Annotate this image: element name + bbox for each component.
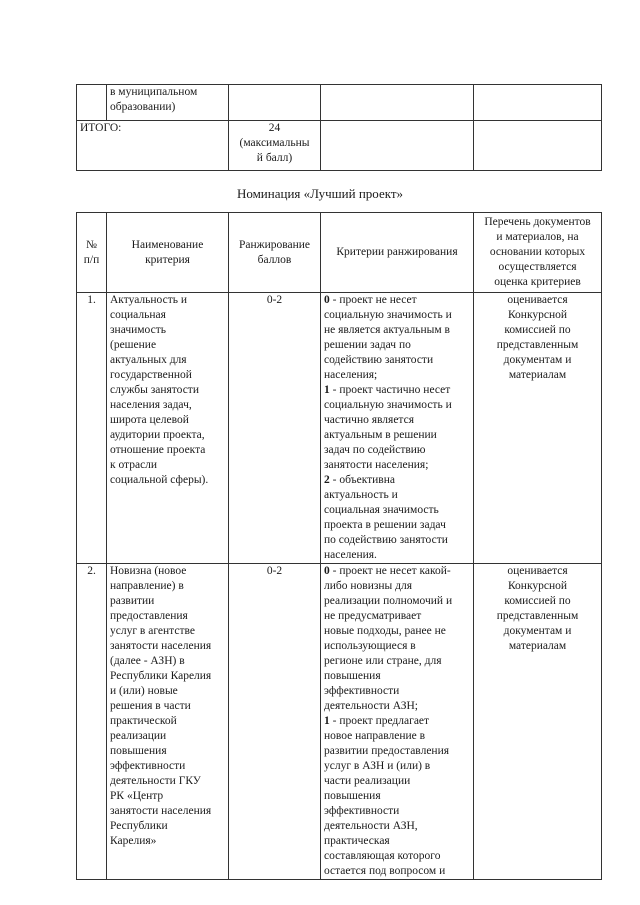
- criteria-line: [324, 594, 470, 609]
- criterion-name: [107, 564, 229, 880]
- table-cell: [321, 121, 474, 171]
- criteria-line: [324, 428, 470, 443]
- criteria-text: актуальным в решении: [324, 429, 437, 441]
- criteria-line: [324, 624, 470, 639]
- criteria-text: либо новизны для: [324, 580, 413, 592]
- criteria-line: [324, 458, 470, 473]
- evaluation-docs-line: материалам: [508, 369, 567, 381]
- header-line: основании которых: [489, 246, 586, 258]
- criteria-description: [321, 564, 474, 880]
- header-line: №: [86, 238, 97, 251]
- criteria-text: практическая: [324, 835, 390, 847]
- criteria-line: [324, 669, 470, 684]
- criteria-line: [324, 518, 470, 533]
- criteria-line: [324, 398, 470, 413]
- criteria-line: [324, 488, 470, 503]
- score-key: 0: [324, 565, 330, 577]
- criteria-text: не является актуальным в: [324, 324, 450, 336]
- criteria-line: [324, 789, 470, 804]
- total-value-cell: [229, 121, 321, 171]
- top-table: [76, 84, 602, 171]
- criterion-name-line: отношение проекта: [110, 444, 206, 456]
- criterion-name-line: актуальных для: [110, 354, 187, 366]
- criterion-name-line: повышения: [110, 745, 167, 757]
- criterion-name-line: предоставления: [110, 610, 188, 622]
- criteria-text: регионе или стране, для: [324, 655, 442, 667]
- criteria-text: повышения: [324, 670, 381, 682]
- total-value-line: й балл): [256, 152, 293, 164]
- criteria-line: [324, 323, 470, 338]
- score-key: 0: [324, 294, 330, 306]
- criteria-text: населения.: [324, 549, 377, 561]
- criteria-text: эффективности: [324, 805, 400, 817]
- row-number-text: 1.: [87, 294, 96, 306]
- criteria-text: социальная значимость: [324, 504, 439, 516]
- total-label: ИТОГО:: [80, 122, 122, 134]
- criteria-line: [324, 729, 470, 744]
- criteria-text: части реализации: [324, 775, 411, 787]
- criteria-line: [324, 338, 470, 353]
- criteria-line: [324, 819, 470, 834]
- evaluation-docs-line: представленным: [496, 339, 579, 351]
- header-line: баллов: [257, 253, 292, 266]
- criteria-text: развитии предоставления: [324, 745, 450, 757]
- criterion-name-line: занятости населения: [110, 805, 212, 817]
- table-row: [77, 85, 602, 121]
- criteria-text: деятельности АЗН,: [324, 820, 418, 832]
- evaluation-docs-line: оценивается: [507, 294, 568, 306]
- criteria-line: [324, 849, 470, 864]
- criteria-text: реализации полномочий и: [324, 595, 453, 607]
- table-row: [77, 564, 602, 880]
- criteria-line: [324, 548, 470, 563]
- header-score: [229, 213, 321, 293]
- criterion-name-line: (далее - АЗН) в: [110, 655, 185, 667]
- cell-line: в муниципальном: [110, 86, 198, 98]
- criteria-text: содействию занятости: [324, 354, 434, 366]
- criterion-name-line: практической: [110, 715, 177, 727]
- section-title: Номинация «Лучший проект»: [236, 186, 404, 201]
- criteria-text: задач по содействию: [324, 444, 426, 456]
- header-row: [77, 213, 602, 293]
- criteria-description: [321, 293, 474, 564]
- total-label-cell: [77, 121, 229, 171]
- criterion-name-line: услуг в агентстве: [110, 625, 195, 637]
- criterion-name-line: социальной сферы).: [110, 474, 209, 486]
- cell-line: образовании): [110, 101, 176, 113]
- criterion-name-line: занятости населения: [110, 640, 212, 652]
- row-number-text: 2.: [87, 565, 96, 577]
- criteria-line: [324, 834, 470, 849]
- criteria-text: по содействию занятости: [324, 534, 448, 546]
- criteria-line: [324, 744, 470, 759]
- criterion-name-line: Карелия»: [110, 835, 157, 847]
- criteria-line: [324, 579, 470, 594]
- table-cell: [321, 85, 474, 121]
- criteria-line: [324, 308, 470, 323]
- criteria-line: [324, 353, 470, 368]
- header-line: Перечень документов: [484, 216, 591, 228]
- evaluation-docs: [474, 293, 602, 564]
- score-range-text: 0-2: [266, 565, 283, 577]
- criterion-name-line: деятельности ГКУ: [110, 775, 201, 787]
- evaluation-docs-line: материалам: [508, 640, 567, 652]
- criterion-name-line: Актуальность и: [110, 294, 187, 306]
- criteria-text: составляющая которого: [324, 850, 441, 862]
- criteria-line: [324, 413, 470, 428]
- criterion-name-line: службы занятости: [110, 384, 199, 396]
- score-range-text: 0-2: [266, 294, 283, 306]
- evaluation-docs-line: Конкурсной: [507, 309, 568, 321]
- criteria-line: [324, 684, 470, 699]
- table-row: [77, 293, 602, 564]
- criteria-line: [324, 759, 470, 774]
- criteria-text: решении задач по: [324, 339, 411, 351]
- row-number: [77, 564, 107, 880]
- criteria-line: [324, 639, 470, 654]
- table-cell: [474, 85, 602, 121]
- criterion-name: [107, 293, 229, 564]
- criteria-text: социальную значимость и: [324, 399, 452, 411]
- criteria-line: [324, 774, 470, 789]
- criteria-text: социальную значимость и: [324, 309, 452, 321]
- table-cell: [107, 85, 229, 121]
- criterion-name-line: аудитории проекта,: [110, 429, 205, 441]
- criteria-text: - проект частично несет: [329, 384, 451, 396]
- evaluation-docs-line: Конкурсной: [507, 580, 568, 592]
- criteria-line: [324, 564, 470, 579]
- header-docs: [474, 213, 602, 293]
- header-criteria: [321, 213, 474, 293]
- criteria-line: [324, 443, 470, 458]
- score-key: 2: [324, 474, 330, 486]
- criterion-name-line: Новизна (новое: [110, 565, 187, 577]
- criteria-line: [324, 368, 470, 383]
- criteria-text: частично является: [324, 414, 414, 426]
- criteria-text: проекта в решении задач: [324, 519, 446, 531]
- evaluation-docs: [474, 564, 602, 880]
- criterion-name-line: Республики: [110, 820, 168, 832]
- criteria-text: - объективна: [329, 474, 395, 486]
- criteria-text: населения;: [324, 369, 378, 381]
- criteria-line: [324, 804, 470, 819]
- criterion-name-line: (решение: [110, 339, 157, 351]
- criteria-text: занятости населения;: [324, 459, 429, 471]
- criteria-line: [324, 609, 470, 624]
- criterion-name-line: решения в части: [110, 700, 191, 712]
- evaluation-docs-line: комиссией по: [504, 324, 571, 336]
- table-cell: [229, 85, 321, 121]
- header-line: Критерии ранжирования: [336, 246, 458, 258]
- criterion-name-line: социальная: [110, 309, 166, 321]
- criterion-name-line: населения задач,: [110, 399, 192, 411]
- header-name: [107, 213, 229, 293]
- criterion-name-line: и (или) новые: [110, 685, 178, 697]
- criteria-text: новое направление в: [324, 730, 426, 742]
- header-line: осуществляется: [498, 261, 577, 273]
- criteria-line: [324, 699, 470, 714]
- criteria-text: - проект не несет какой-: [329, 565, 451, 577]
- criteria-text: услуг в АЗН и (или) в: [324, 760, 431, 772]
- score-range: [229, 564, 321, 880]
- evaluation-docs-line: документам и: [503, 354, 572, 366]
- criterion-name-line: государственной: [110, 369, 192, 381]
- criterion-name-line: эффективности: [110, 760, 186, 772]
- header-line: оценка критериев: [494, 276, 581, 288]
- evaluation-docs-line: оценивается: [507, 565, 568, 577]
- criterion-name-line: развитии: [110, 595, 155, 607]
- score-key: 1: [324, 715, 330, 727]
- criteria-line: [324, 654, 470, 669]
- header-line: и материалов, на: [496, 231, 579, 243]
- criteria-text: - проект предлагает: [329, 715, 430, 727]
- criterion-name-line: направление) в: [110, 580, 184, 592]
- total-value-line: 24: [268, 122, 281, 134]
- criteria-text: - проект не несет: [329, 294, 417, 306]
- criterion-name-line: значимость: [110, 324, 166, 336]
- header-line: Наименование: [131, 238, 204, 251]
- criterion-name-line: реализации: [110, 730, 167, 742]
- criteria-text: актуальность и: [324, 489, 398, 501]
- criteria-line: [324, 503, 470, 518]
- criteria-text: эффективности: [324, 685, 400, 697]
- header-line: критерия: [145, 253, 190, 266]
- header-num: [77, 213, 107, 293]
- criteria-text: использующиеся в: [324, 640, 416, 652]
- evaluation-docs-line: комиссией по: [504, 595, 571, 607]
- criteria-line: [324, 293, 470, 308]
- criteria-table: [76, 212, 602, 880]
- score-key: 1: [324, 384, 330, 396]
- criterion-name-line: РК «Центр: [110, 790, 164, 802]
- criteria-line: [324, 864, 470, 879]
- criteria-text: остается под вопросом и: [324, 865, 446, 877]
- criterion-name-line: к отрасли: [110, 459, 158, 471]
- criteria-text: новые подходы, ранее не: [324, 625, 446, 637]
- evaluation-docs-line: представленным: [496, 610, 579, 622]
- criteria-line: [324, 383, 470, 398]
- criterion-name-line: Республики Карелия: [110, 670, 212, 682]
- row-number: [77, 293, 107, 564]
- criteria-line: [324, 533, 470, 548]
- criteria-line: [324, 714, 470, 729]
- criteria-text: повышения: [324, 790, 381, 802]
- header-line: Ранжирование: [238, 238, 311, 251]
- criteria-line: [324, 473, 470, 488]
- table-cell: [77, 85, 107, 121]
- header-line: п/п: [83, 253, 100, 266]
- evaluation-docs-line: документам и: [503, 625, 572, 637]
- score-range: [229, 293, 321, 564]
- criterion-name-line: широта целевой: [110, 414, 189, 426]
- criteria-text: не предусматривает: [324, 610, 422, 622]
- total-value-line: (максимальны: [239, 137, 310, 149]
- criteria-text: деятельности АЗН;: [324, 700, 418, 712]
- table-row: [77, 121, 602, 171]
- table-cell: [474, 121, 602, 171]
